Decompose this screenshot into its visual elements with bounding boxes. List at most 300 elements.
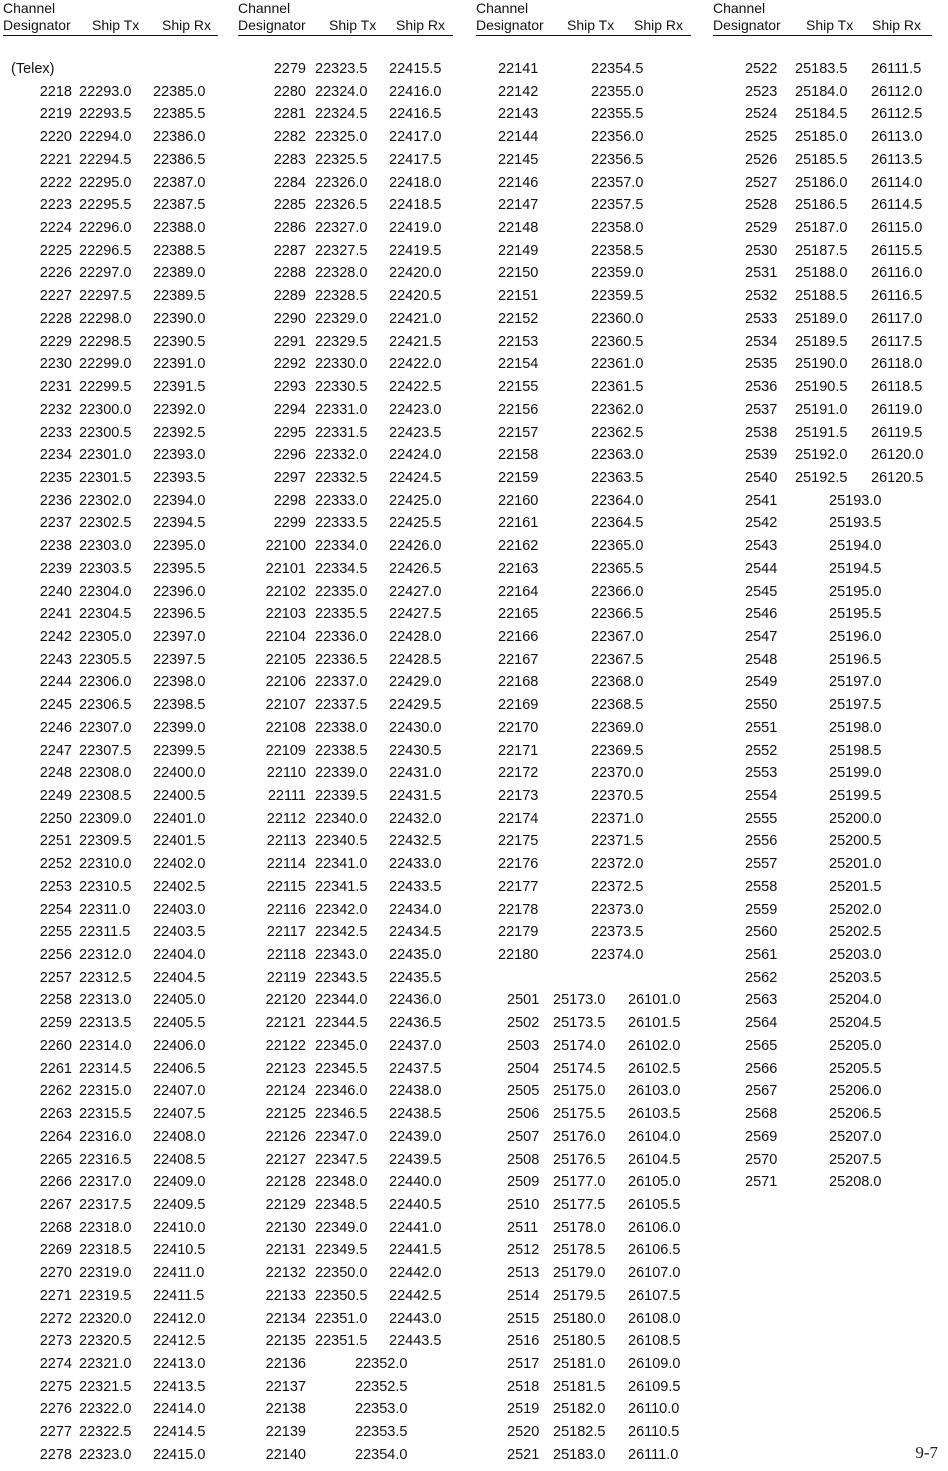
table-rows [713,58,941,1194]
ship-tx-value: 22309.5 [79,833,132,850]
channel-designator: 2259 [39,1015,72,1032]
channel-designator: 2515 [507,1310,540,1327]
channel-designator: 22100 [265,538,306,555]
table-row [3,1398,231,1421]
channel-designator: 22118 [266,947,306,964]
table-row [476,262,704,285]
table-row [476,512,704,535]
ship-rx-value: 22433.0 [389,856,442,873]
table-row [713,853,941,876]
channel-designator: 2565 [745,1037,778,1054]
ship-rx-value: 22387.0 [153,174,206,191]
ship-tx-value: 22335.5 [315,606,368,623]
ship-tx-value: 25177.5 [553,1196,606,1213]
channel-designator: 2508 [507,1151,540,1168]
table-row [3,194,231,217]
channel-designator: 22126 [265,1128,306,1145]
ship-rx-value: 22423.0 [389,401,442,418]
channel-designator: 2283 [273,151,306,168]
table-row [713,262,941,285]
channel-designator: 2531 [745,265,778,282]
ship-tx-value: 22295.5 [79,197,132,214]
shared-frequency-value: 22365.5 [591,560,644,577]
ship-rx-value: 26107.5 [628,1287,681,1304]
channel-designator: 2543 [745,538,778,555]
channel-designator: 2550 [745,697,778,714]
ship-rx-value: 22437.0 [389,1037,442,1054]
table-row [3,262,231,285]
table-row [476,399,704,422]
channel-designator: 2275 [39,1378,72,1395]
channel-designator: 22138 [265,1401,306,1418]
ship-tx-value: 22323.0 [79,1446,132,1463]
channel-designator: 2254 [39,901,72,918]
ship-tx-value: 22317.5 [79,1196,132,1213]
table-row [238,989,466,1012]
ship-tx-value: 25191.0 [795,401,848,418]
channel-designator: 2252 [39,856,72,873]
table-row [713,830,941,853]
channel-designator: 22101 [265,560,306,577]
ship-rx-value: 22433.5 [389,878,442,895]
ship-tx-value: 22322.5 [79,1424,132,1441]
ship-tx-value: 22329.0 [315,310,368,327]
channel-designator: 2540 [745,469,778,486]
ship-tx-value: 22327.5 [315,242,368,259]
table-row [476,581,704,604]
ship-rx-value: 26102.5 [628,1060,681,1077]
ship-rx-value: 26113.0 [871,129,923,146]
ship-tx-value: 25180.5 [553,1333,606,1350]
table-column-2 [238,0,466,1471]
table-row [476,103,704,126]
table-row [476,1035,704,1058]
table-column-4 [713,0,941,1471]
channel-designator: 2248 [39,765,72,782]
ship-rx-value: 26109.5 [628,1378,681,1395]
channel-designator: 22143 [498,106,539,123]
shared-frequency-value: 25205.5 [829,1060,882,1077]
table-row [713,649,941,672]
table-row [3,921,231,944]
channel-designator: 2547 [745,628,778,645]
table-row [238,1035,466,1058]
ship-tx-value: 22305.0 [79,628,132,645]
channel-designator: 22164 [498,583,539,600]
table-row [238,399,466,422]
ship-tx-value: 22314.0 [79,1037,132,1054]
table-row [476,830,704,853]
ship-rx-value: 22385.0 [153,83,206,100]
ship-tx-value: 22300.5 [79,424,132,441]
ship-tx-value: 22307.5 [79,742,132,759]
channel-designator: 22160 [498,492,539,509]
shared-frequency-value: 25201.0 [829,856,882,873]
ship-rx-value: 22418.5 [389,197,442,214]
shared-frequency-value: 25193.5 [829,515,882,532]
ship-tx-value: 22345.5 [315,1060,368,1077]
ship-rx-value: 22436.0 [389,992,442,1009]
shared-frequency-value: 25197.0 [829,674,882,691]
table-row [713,1103,941,1126]
shared-frequency-value: 25203.0 [829,947,882,964]
table-row [713,376,941,399]
table-row [238,194,466,217]
table-row [238,853,466,876]
ship-tx-value: 22315.0 [79,1083,132,1100]
ship-rx-value: 22414.0 [153,1401,206,1418]
table-rows [476,58,704,1467]
table-row [238,762,466,785]
ship-rx-value: 22442.0 [389,1265,442,1282]
channel-designator: 2270 [39,1265,72,1282]
ship-rx-value: 22424.5 [389,469,442,486]
ship-tx-value: 22321.0 [79,1355,132,1372]
channel-designator: 22157 [498,424,539,441]
ship-tx-value: 22306.0 [79,674,132,691]
table-row [238,262,466,285]
ship-tx-value: 22328.5 [315,288,368,305]
table-row [3,535,231,558]
channel-designator: 22113 [266,833,306,850]
channel-designator: 22171 [498,742,539,759]
channel-designator: 22142 [498,83,539,100]
table-row [3,1330,231,1353]
table-row [476,308,704,331]
shared-frequency-value: 22363.0 [591,447,644,464]
column-header-ship-tx: Ship Tx [329,17,377,33]
ship-rx-value: 22411.0 [153,1265,205,1282]
channel-designator: 2538 [745,424,778,441]
shared-frequency-value: 25200.5 [829,833,882,850]
ship-rx-value: 22435.5 [389,969,442,986]
shared-frequency-value: 22355.5 [591,106,644,123]
ship-tx-value: 25186.5 [795,197,848,214]
channel-designator: 2542 [745,515,778,532]
table-row [3,490,231,513]
table-row [238,1149,466,1172]
shared-frequency-value: 25202.5 [829,924,882,941]
telex-note: (Telex) [11,61,55,77]
ship-tx-value: 22340.5 [315,833,368,850]
table-row [476,422,704,445]
column-header-ship-rx: Ship Rx [396,17,446,33]
table-row [238,217,466,240]
channel-designator: 2235 [39,469,72,486]
channel-designator: 2558 [745,878,778,895]
channel-designator: 2285 [273,197,306,214]
channel-designator: 22127 [265,1151,306,1168]
ship-rx-value: 22414.5 [153,1424,206,1441]
table-row [713,217,941,240]
ship-tx-value: 22344.0 [315,992,368,1009]
ship-rx-value: 22395.0 [153,538,206,555]
ship-tx-value: 22320.0 [79,1310,132,1327]
ship-rx-value: 26105.5 [628,1196,681,1213]
ship-rx-value: 22398.0 [153,674,206,691]
table-row [713,308,941,331]
ship-tx-value: 22311.0 [79,901,131,918]
ship-tx-value: 22322.0 [79,1401,132,1418]
table-row [713,967,941,990]
table-row [238,58,466,81]
ship-rx-value: 22431.0 [389,765,442,782]
table-row [713,876,941,899]
ship-tx-value: 22314.5 [79,1060,132,1077]
ship-tx-value: 22332.5 [315,469,368,486]
ship-rx-value: 26109.0 [628,1355,681,1372]
ship-rx-value: 22396.5 [153,606,206,623]
table-row [238,444,466,467]
ship-rx-value: 22406.0 [153,1037,206,1054]
ship-rx-value: 22443.0 [389,1310,442,1327]
channel-designator: 22115 [266,878,306,895]
shared-frequency-value: 22354.0 [355,1446,408,1463]
ship-rx-value: 22430.5 [389,742,442,759]
ship-rx-value: 22394.0 [153,492,206,509]
table-row [476,149,704,172]
channel-designator: 2293 [273,379,306,396]
table-row [3,649,231,672]
channel-designator: 22131 [265,1242,306,1259]
table-row [3,1217,231,1240]
table-row [476,444,704,467]
channel-designator: 22132 [265,1265,306,1282]
ship-tx-value: 25190.5 [795,379,848,396]
table-row [3,989,231,1012]
ship-tx-value: 22307.0 [79,719,132,736]
ship-tx-value: 22294.0 [79,129,132,146]
ship-tx-value: 25182.0 [553,1401,606,1418]
channel-designator: 2257 [39,969,72,986]
ship-rx-value: 26114.0 [871,174,923,191]
ship-tx-value: 25183.0 [553,1446,606,1463]
ship-tx-value: 22309.0 [79,810,132,827]
ship-rx-value: 22405.5 [153,1015,206,1032]
table-row [238,240,466,263]
ship-rx-value: 22431.5 [389,788,442,804]
table-row [238,967,466,990]
ship-tx-value: 22342.5 [315,924,368,941]
table-row [3,1262,231,1285]
table-row [238,1080,466,1103]
table-row [238,467,466,490]
table-row [476,1285,704,1308]
table-row [713,1080,941,1103]
ship-tx-value: 25177.0 [553,1174,606,1191]
column-header-channel: Channel [238,0,291,16]
ship-tx-value: 25189.0 [795,310,848,327]
ship-rx-value: 22389.0 [153,265,206,282]
channel-designator: 2534 [745,333,778,350]
ship-rx-value: 22386.5 [153,151,206,168]
table-row [238,172,466,195]
table-row [3,444,231,467]
shared-frequency-value: 22358.0 [591,220,644,237]
ship-rx-value: 22386.0 [153,129,206,146]
ship-rx-value: 22405.0 [153,992,206,1009]
table-row [3,558,231,581]
channel-designator: 2548 [745,651,778,668]
table-row [238,1239,466,1262]
table-row [713,240,941,263]
channel-designator: 22169 [498,697,539,714]
ship-tx-value: 22325.0 [315,129,368,146]
ship-rx-value: 22401.0 [153,810,206,827]
ship-tx-value: 22298.0 [79,310,132,327]
table-row [476,876,704,899]
ship-tx-value: 22334.0 [315,538,368,555]
channel-designator: 2232 [39,401,72,418]
channel-designator: 2256 [39,947,72,964]
ship-rx-value: 22439.5 [389,1151,442,1168]
shared-frequency-value: 22362.0 [591,401,644,418]
channel-designator: 2279 [273,61,306,77]
shared-frequency-value: 22367.5 [591,651,644,668]
column-header-row [713,16,932,36]
ship-tx-value: 22339.0 [315,765,368,782]
channel-designator: 2523 [745,83,778,100]
channel-designator: 2224 [39,220,72,237]
table-row [713,1149,941,1172]
table-row [476,467,704,490]
channel-designator: 2556 [745,833,778,850]
channel-designator: 2242 [39,628,72,645]
ship-tx-value: 25192.5 [795,469,848,486]
channel-designator: 2225 [39,242,72,259]
channel-designator: 22116 [266,901,306,918]
table-row [476,126,704,149]
channel-designator: 22147 [498,197,539,214]
ship-rx-value: 22443.5 [389,1333,442,1350]
channel-designator: 22121 [265,1015,306,1032]
ship-tx-value: 22295.0 [79,174,132,191]
table-row [3,1035,231,1058]
table-row [238,126,466,149]
ship-tx-value: 22338.0 [315,719,368,736]
channel-designator: 2267 [39,1196,72,1213]
ship-tx-value: 25186.0 [795,174,848,191]
ship-tx-value: 25178.5 [553,1242,606,1259]
ship-tx-value: 22336.0 [315,628,368,645]
table-row [476,1330,704,1353]
channel-designator: 22172 [498,765,539,782]
table-row [476,58,704,81]
channel-designator: 2557 [745,856,778,873]
channel-designator: 22130 [265,1219,306,1236]
channel-designator: 22106 [265,674,306,691]
channel-designator: 2539 [745,447,778,464]
ship-tx-value: 22326.0 [315,174,368,191]
ship-rx-value: 26108.0 [628,1310,681,1327]
channel-designator: 22178 [498,901,539,918]
ship-tx-value: 25192.0 [795,447,848,464]
ship-tx-value: 22340.0 [315,810,368,827]
table-row [238,308,466,331]
table-row [3,694,231,717]
shared-frequency-value: 25195.5 [829,606,882,623]
table-row [476,172,704,195]
ship-rx-value: 22419.0 [389,220,442,237]
table-row [238,490,466,513]
table-row [3,626,231,649]
channel-designator: 22155 [498,379,539,396]
ship-rx-value: 26103.5 [628,1106,681,1123]
channel-designator: 2243 [39,651,72,668]
ship-rx-value: 26118.0 [871,356,923,373]
ship-tx-value: 22324.0 [315,83,368,100]
table-row [476,376,704,399]
channel-designator: 22163 [498,560,539,577]
channel-designator: 2229 [39,333,72,350]
shared-frequency-value: 25208.0 [829,1174,882,1191]
channel-designator: 22156 [498,401,539,418]
table-row [476,535,704,558]
ship-rx-value: 22399.0 [153,719,206,736]
ship-tx-value: 25189.5 [795,333,848,350]
ship-tx-value: 22335.0 [315,583,368,600]
ship-tx-value: 22319.5 [79,1287,132,1304]
channel-designator: 2561 [745,947,778,964]
table-row [3,376,231,399]
ship-rx-value: 26103.0 [628,1083,681,1100]
ship-rx-value: 26120.0 [871,447,924,464]
channel-designator: 2265 [39,1151,72,1168]
channel-designator: 22122 [265,1037,306,1054]
channel-designator: 2238 [39,538,72,555]
ship-tx-value: 22330.5 [315,379,368,396]
column-header-designator: Designator [713,17,781,33]
channel-designator: 2527 [745,174,778,191]
ship-rx-value: 22436.5 [389,1015,442,1032]
ship-rx-value: 22392.0 [153,401,206,418]
ship-rx-value: 22410.5 [153,1242,206,1259]
ship-tx-value: 22332.0 [315,447,368,464]
channel-designator: 22153 [498,333,539,350]
channel-designator: 2220 [39,129,72,146]
ship-tx-value: 22317.0 [79,1174,132,1191]
ship-tx-value: 22302.5 [79,515,132,532]
channel-designator: 2281 [273,106,306,123]
ship-rx-value: 26115.5 [871,242,923,259]
ship-tx-value: 25179.0 [553,1265,606,1282]
ship-rx-value: 22429.0 [389,674,442,691]
ship-rx-value: 22392.5 [153,424,206,441]
ship-tx-value: 22351.0 [315,1310,368,1327]
column-header-channel: Channel [713,0,766,16]
channel-designator: 22119 [266,969,306,986]
ship-tx-value: 25184.5 [795,106,848,123]
table-row [238,1421,466,1444]
ship-tx-value: 25175.0 [553,1083,606,1100]
shared-frequency-value: 25205.0 [829,1037,882,1054]
table-row [476,1444,704,1467]
shared-frequency-value: 22367.0 [591,628,644,645]
table-row [476,558,704,581]
ship-rx-value: 22406.5 [153,1060,206,1077]
ship-rx-value: 22416.5 [389,106,442,123]
table-row [476,762,704,785]
table-row [3,103,231,126]
channel-designator: 2528 [745,197,778,214]
ship-rx-value: 22413.0 [153,1355,206,1372]
ship-tx-value: 22301.0 [79,447,132,464]
table-row [476,194,704,217]
ship-rx-value: 26106.5 [628,1242,681,1259]
ship-rx-value: 26115.0 [871,220,923,237]
channel-designator: 22162 [498,538,539,555]
channel-designator: 2551 [745,719,778,736]
